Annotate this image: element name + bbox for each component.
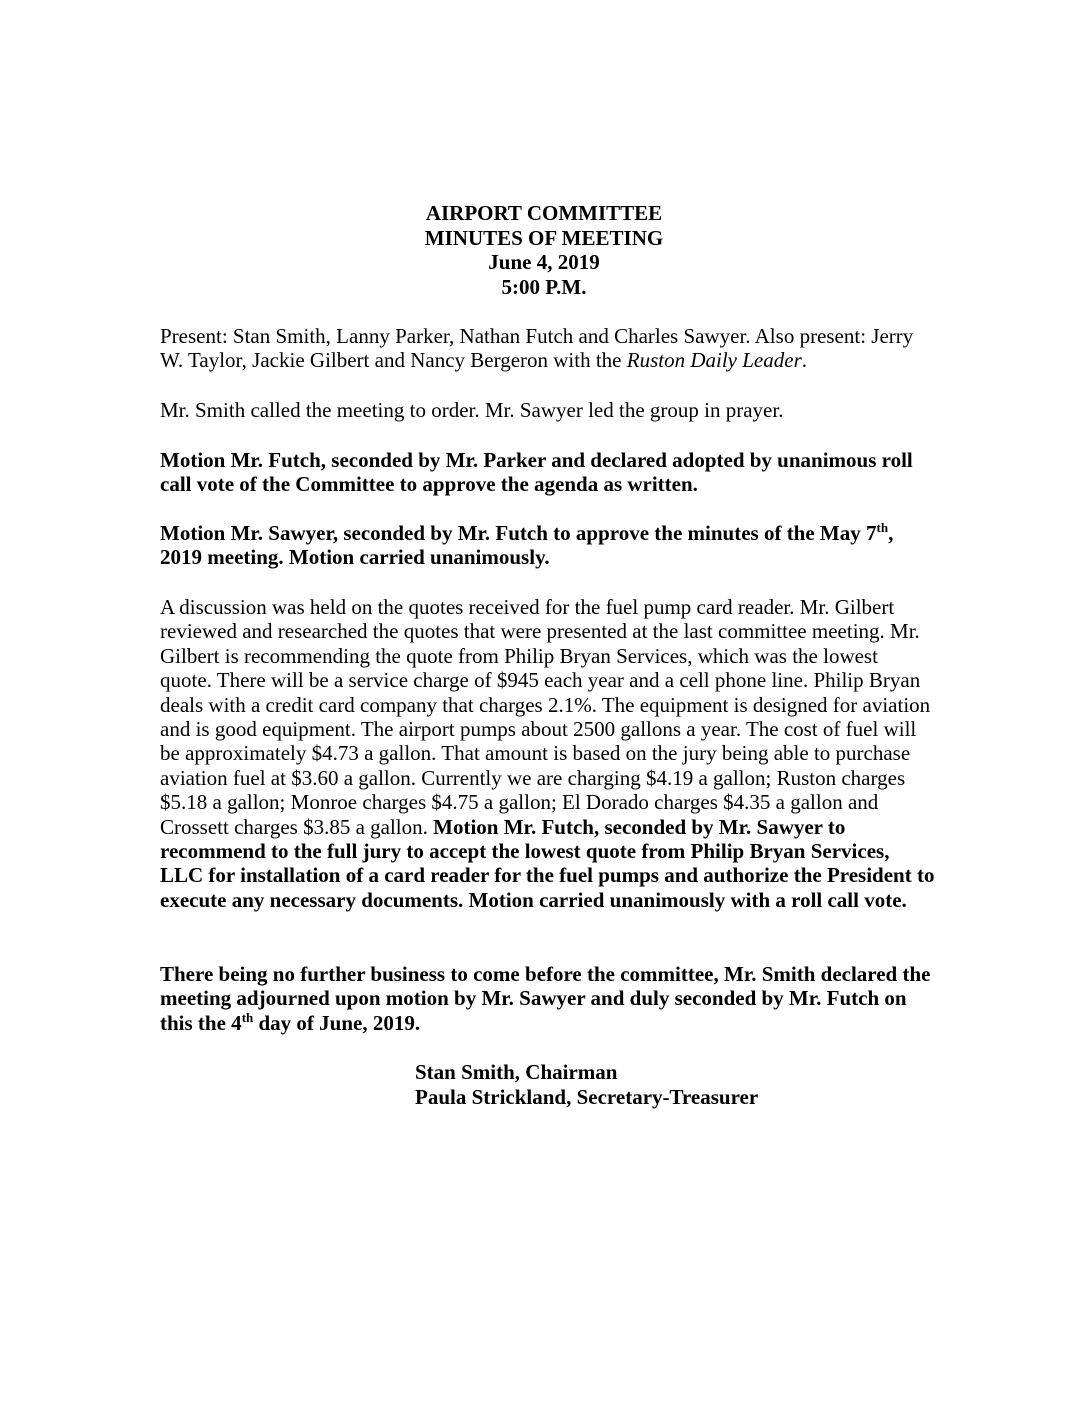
attendance-end: . [801,348,807,373]
adjournment-text: There being no further business to come before the committee, Mr. Smith declared the meeting adjourned upon motion by Mr. Sawyer and duly seconded by Mr. Futch on this the 4 [160,962,931,1035]
adjournment-end: day of June, 2019. [253,1010,421,1035]
meeting-time: 5:00 P.M. [501,274,587,299]
document-header [0,201,1088,299]
minutes-title: MINUTES OF MEETING [424,225,664,250]
discussion-paragraph [160,595,935,912]
minutes-motion-end: , 2019 meeting. Motion carried unanimously. [160,521,894,570]
attendance-text: Present: Stan Smith, Lanny Parker, Nathan Futch and Charles Sawyer. Also present: Jerry W. Taylor, Jackie Gilbert and Nancy Bergeron with the [160,324,914,373]
agenda-motion-paragraph: Motion Mr. Futch, seconded by Mr. Parker and declared adopted by unanimous roll call vote of the Committee to approve the agenda as written. [160,448,913,497]
chairman-signature: Stan Smith, Chairman [415,1060,618,1084]
card-reader-motion: Motion Mr. Futch, seconded by Mr. Sawyer to recommend to the full jury to accept the lowest quote from Philip Bryan Services, LLC for installation of a card reader for the fuel pumps and authorize the President to execute any necessary documents. Motion carried unanimously with a roll call vote. [160,814,935,912]
signature-block [415,1060,758,1109]
adjournment-paragraph [160,962,935,1035]
minutes-motion-paragraph [160,521,935,570]
meeting-date: June 4, 2019 [488,250,600,274]
ordinal-suffix: th [876,520,889,535]
secretary-signature: Paula Strickland, Secretary-Treasurer [415,1084,759,1109]
minutes-motion-text: Motion Mr. Sawyer, seconded by Mr. Futch to approve the minutes of the May 7 [160,521,877,545]
committee-title: AIRPORT COMMITTEE [425,201,663,225]
publication-name: Ruston Daily Leader [626,348,802,373]
ordinal-suffix: th [241,1009,254,1025]
attendance-paragraph [160,324,935,373]
call-to-order-paragraph: Mr. Smith called the meeting to order. Mr. Sawyer led the group in prayer. [160,398,784,422]
discussion-text: A discussion was held on the quotes received for the fuel pump card reader. Mr. Gilbert reviewed and researched the quotes that were presented at the last committee meeting. Mr. Gilbert is recommending the quote from Philip Bryan Services, which was the lowest quote. There will be a service charge of $945 each year and a cell phone line. Philip Bryan deals with a credit card company that charges 2.1%. The equipment is designed for aviation and is good equipment. The airport pumps about 2500 gallons a year. The cost of fuel will be approximately $4.73 a gallon. That amount is based on the jury being able to purchase aviation fuel at $3.60 a gallon. Currently we are charging $4.19 a gallon; Ruston charges $5.18 a gallon; Monroe charges $4.75 a gallon; El Dorado charges $4.35 a gallon and Crossett charges $3.85 a gallon. [160,595,931,839]
